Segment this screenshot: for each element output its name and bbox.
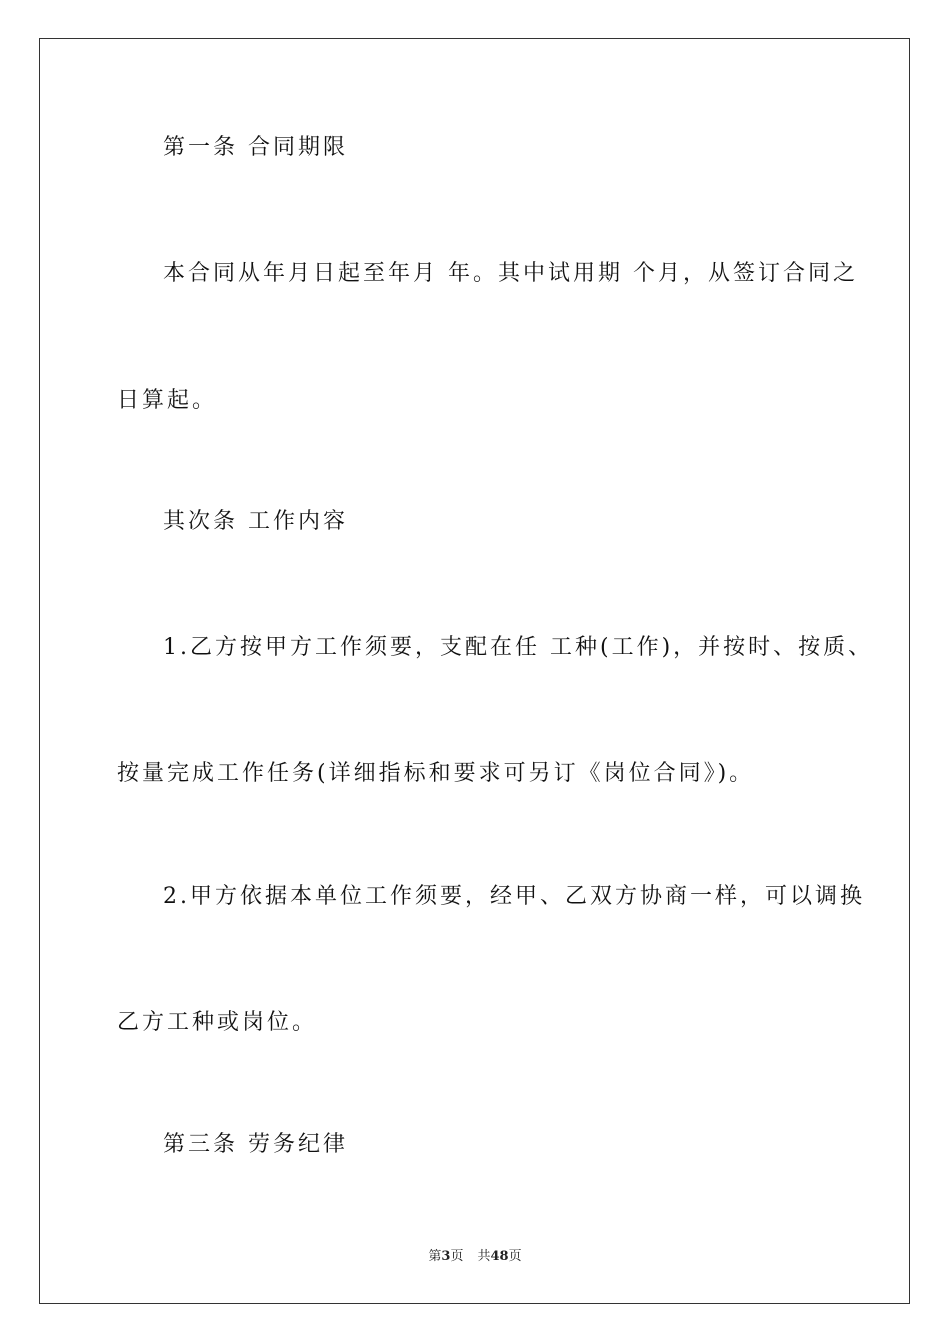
page-footer [0,1248,950,1266]
item-2-line-2: 乙方工种或岗位。 [117,1010,318,1035]
page-border [39,38,910,1304]
article-2-heading: 其次条 工作内容 [163,509,348,534]
page-prefix: 第 [428,1249,442,1264]
item-1-line-2: 按量完成工作任务(详细指标和要求可另订《岗位合同》)。 [117,761,755,786]
total-suffix: 页 [508,1249,522,1264]
item-2-line-1: 2.甲方依据本单位工作须要，经甲、乙双方协商一样，可以调换 [163,884,865,909]
current-page-number: 3 [441,1249,451,1264]
total-page-count: 48 [490,1249,509,1264]
page-suffix: 页 [450,1249,464,1264]
item-1-line-1: 1.乙方按甲方工作须要，支配在任 工种(工作)，并按时、按质、 [163,635,874,660]
article-1-paragraph-line-1: 本合同从年月日起至年月 年。其中试用期 个月，从签订合同之 [163,261,858,286]
article-1-heading: 第一条 合同期限 [163,135,348,160]
article-1-paragraph-line-2: 日算起。 [117,388,218,413]
total-prefix: 共 [477,1249,491,1264]
article-3-heading: 第三条 劳务纪律 [163,1132,348,1157]
